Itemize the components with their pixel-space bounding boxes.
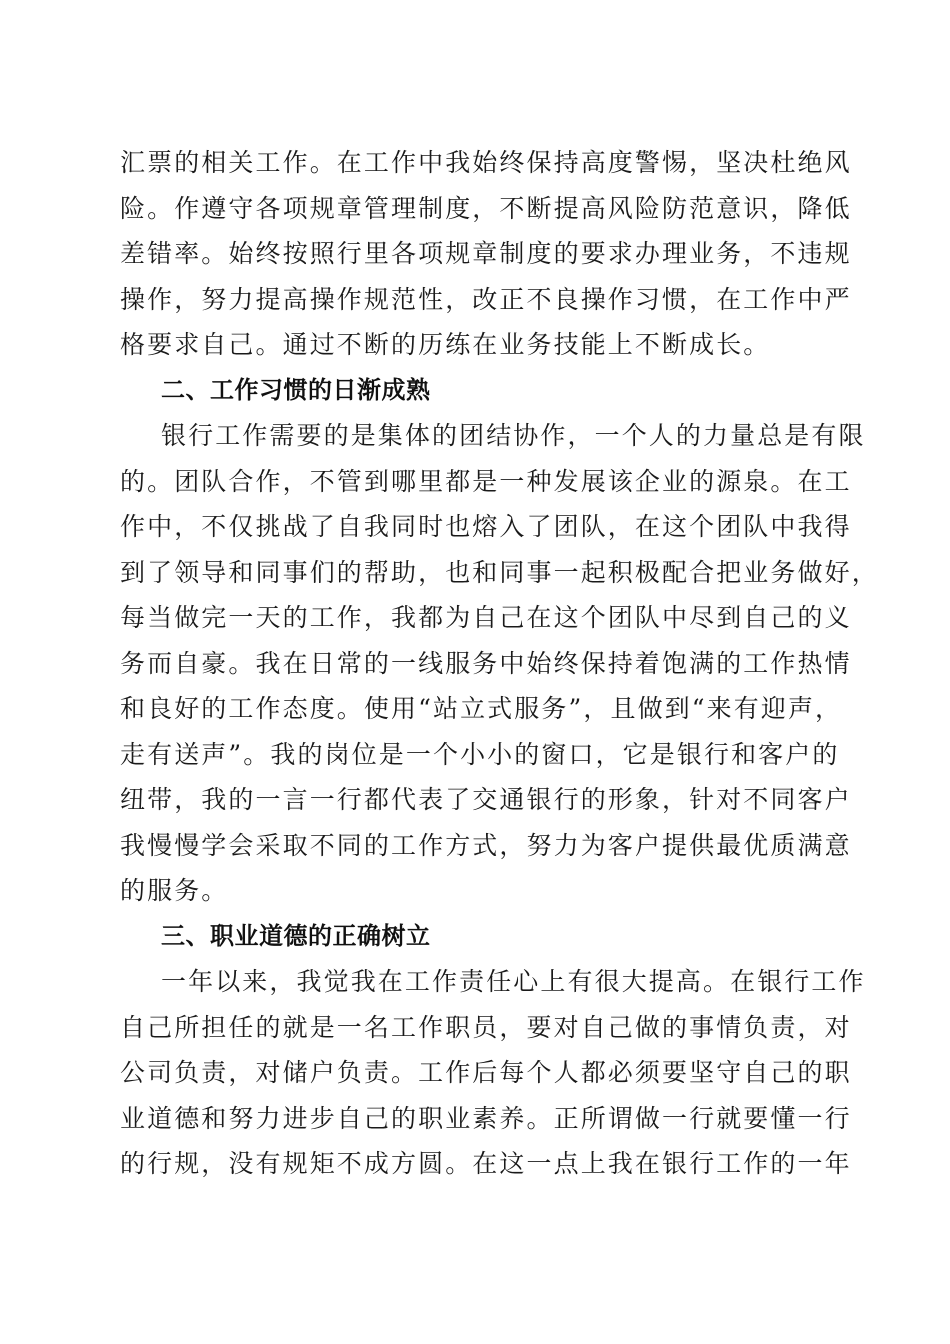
text-line: 作中，不仅挑战了自我同时也熔入了团队，在这个团队中我得 xyxy=(120,512,852,541)
paragraph-teamwork xyxy=(120,413,879,914)
text-line: 自己所担任的就是一名工作职员，要对自己做的事情负责，对 xyxy=(120,1012,852,1042)
text-line: 的服务。 xyxy=(120,876,229,905)
text-line: 的行规，没有规矩不成方圆。在这一点上我在银行工作的一年 xyxy=(120,1149,852,1178)
text-line: 每当做完一天的工作，我都为自己在这个团队中尽到自己的义 xyxy=(120,603,852,632)
section-heading-work-habits: 二、工作习惯的日渐成熟 xyxy=(161,375,431,404)
document-page xyxy=(120,140,879,1187)
text-line: 一年以来，我觉我在工作责任心上有很大提高。在银行工作 xyxy=(161,967,866,996)
text-line: 走有送声”。我的岗位是一个小小的窗口，它是银行和客户的 xyxy=(120,739,840,769)
text-line: 的。团队合作，不管到哪里都是一种发展该企业的源泉。在工 xyxy=(120,466,852,496)
text-line: 业道德和努力进步自己的职业素养。正所谓做一行就要懂一行 xyxy=(120,1103,852,1133)
text-line: 和良好的工作态度。使用“站立式服务”，且做到“来有迎声， xyxy=(120,694,843,723)
text-line: 汇票的相关工作。在工作中我始终保持高度警惕，坚决杜绝风 xyxy=(120,148,852,177)
text-line: 格要求自己。通过不断的历练在业务技能上不断成长。 xyxy=(120,330,771,359)
text-line: 到了领导和同事们的帮助，也和同事一起积极配合把业务做好， xyxy=(120,557,879,587)
paragraph-risk-control xyxy=(120,140,852,368)
text-line: 险。作遵守各项规章管理制度，不断提高风险防范意识，降低 xyxy=(120,193,852,223)
paragraph-responsibility xyxy=(120,959,866,1187)
section-heading-professional-ethics: 三、职业道德的正确树立 xyxy=(161,921,431,950)
text-line: 差错率。始终按照行里各项规章制度的要求办理业务，不违规 xyxy=(120,239,852,268)
text-line: 操作，努力提高操作规范性，改正不良操作习惯，在工作中严 xyxy=(120,284,852,314)
text-line: 公司负责，对储户负责。工作后每个人都必须要坚守自己的职 xyxy=(120,1058,852,1087)
text-line: 纽带，我的一言一行都代表了交通银行的形象，针对不同客户 xyxy=(120,785,852,814)
text-line: 银行工作需要的是集体的团结协作，一个人的力量总是有限 xyxy=(161,421,866,450)
text-line: 我慢慢学会采取不同的工作方式，努力为客户提供最优质满意 xyxy=(120,830,852,860)
text-line: 务而自豪。我在日常的一线服务中始终保持着饱满的工作热情 xyxy=(120,648,852,678)
